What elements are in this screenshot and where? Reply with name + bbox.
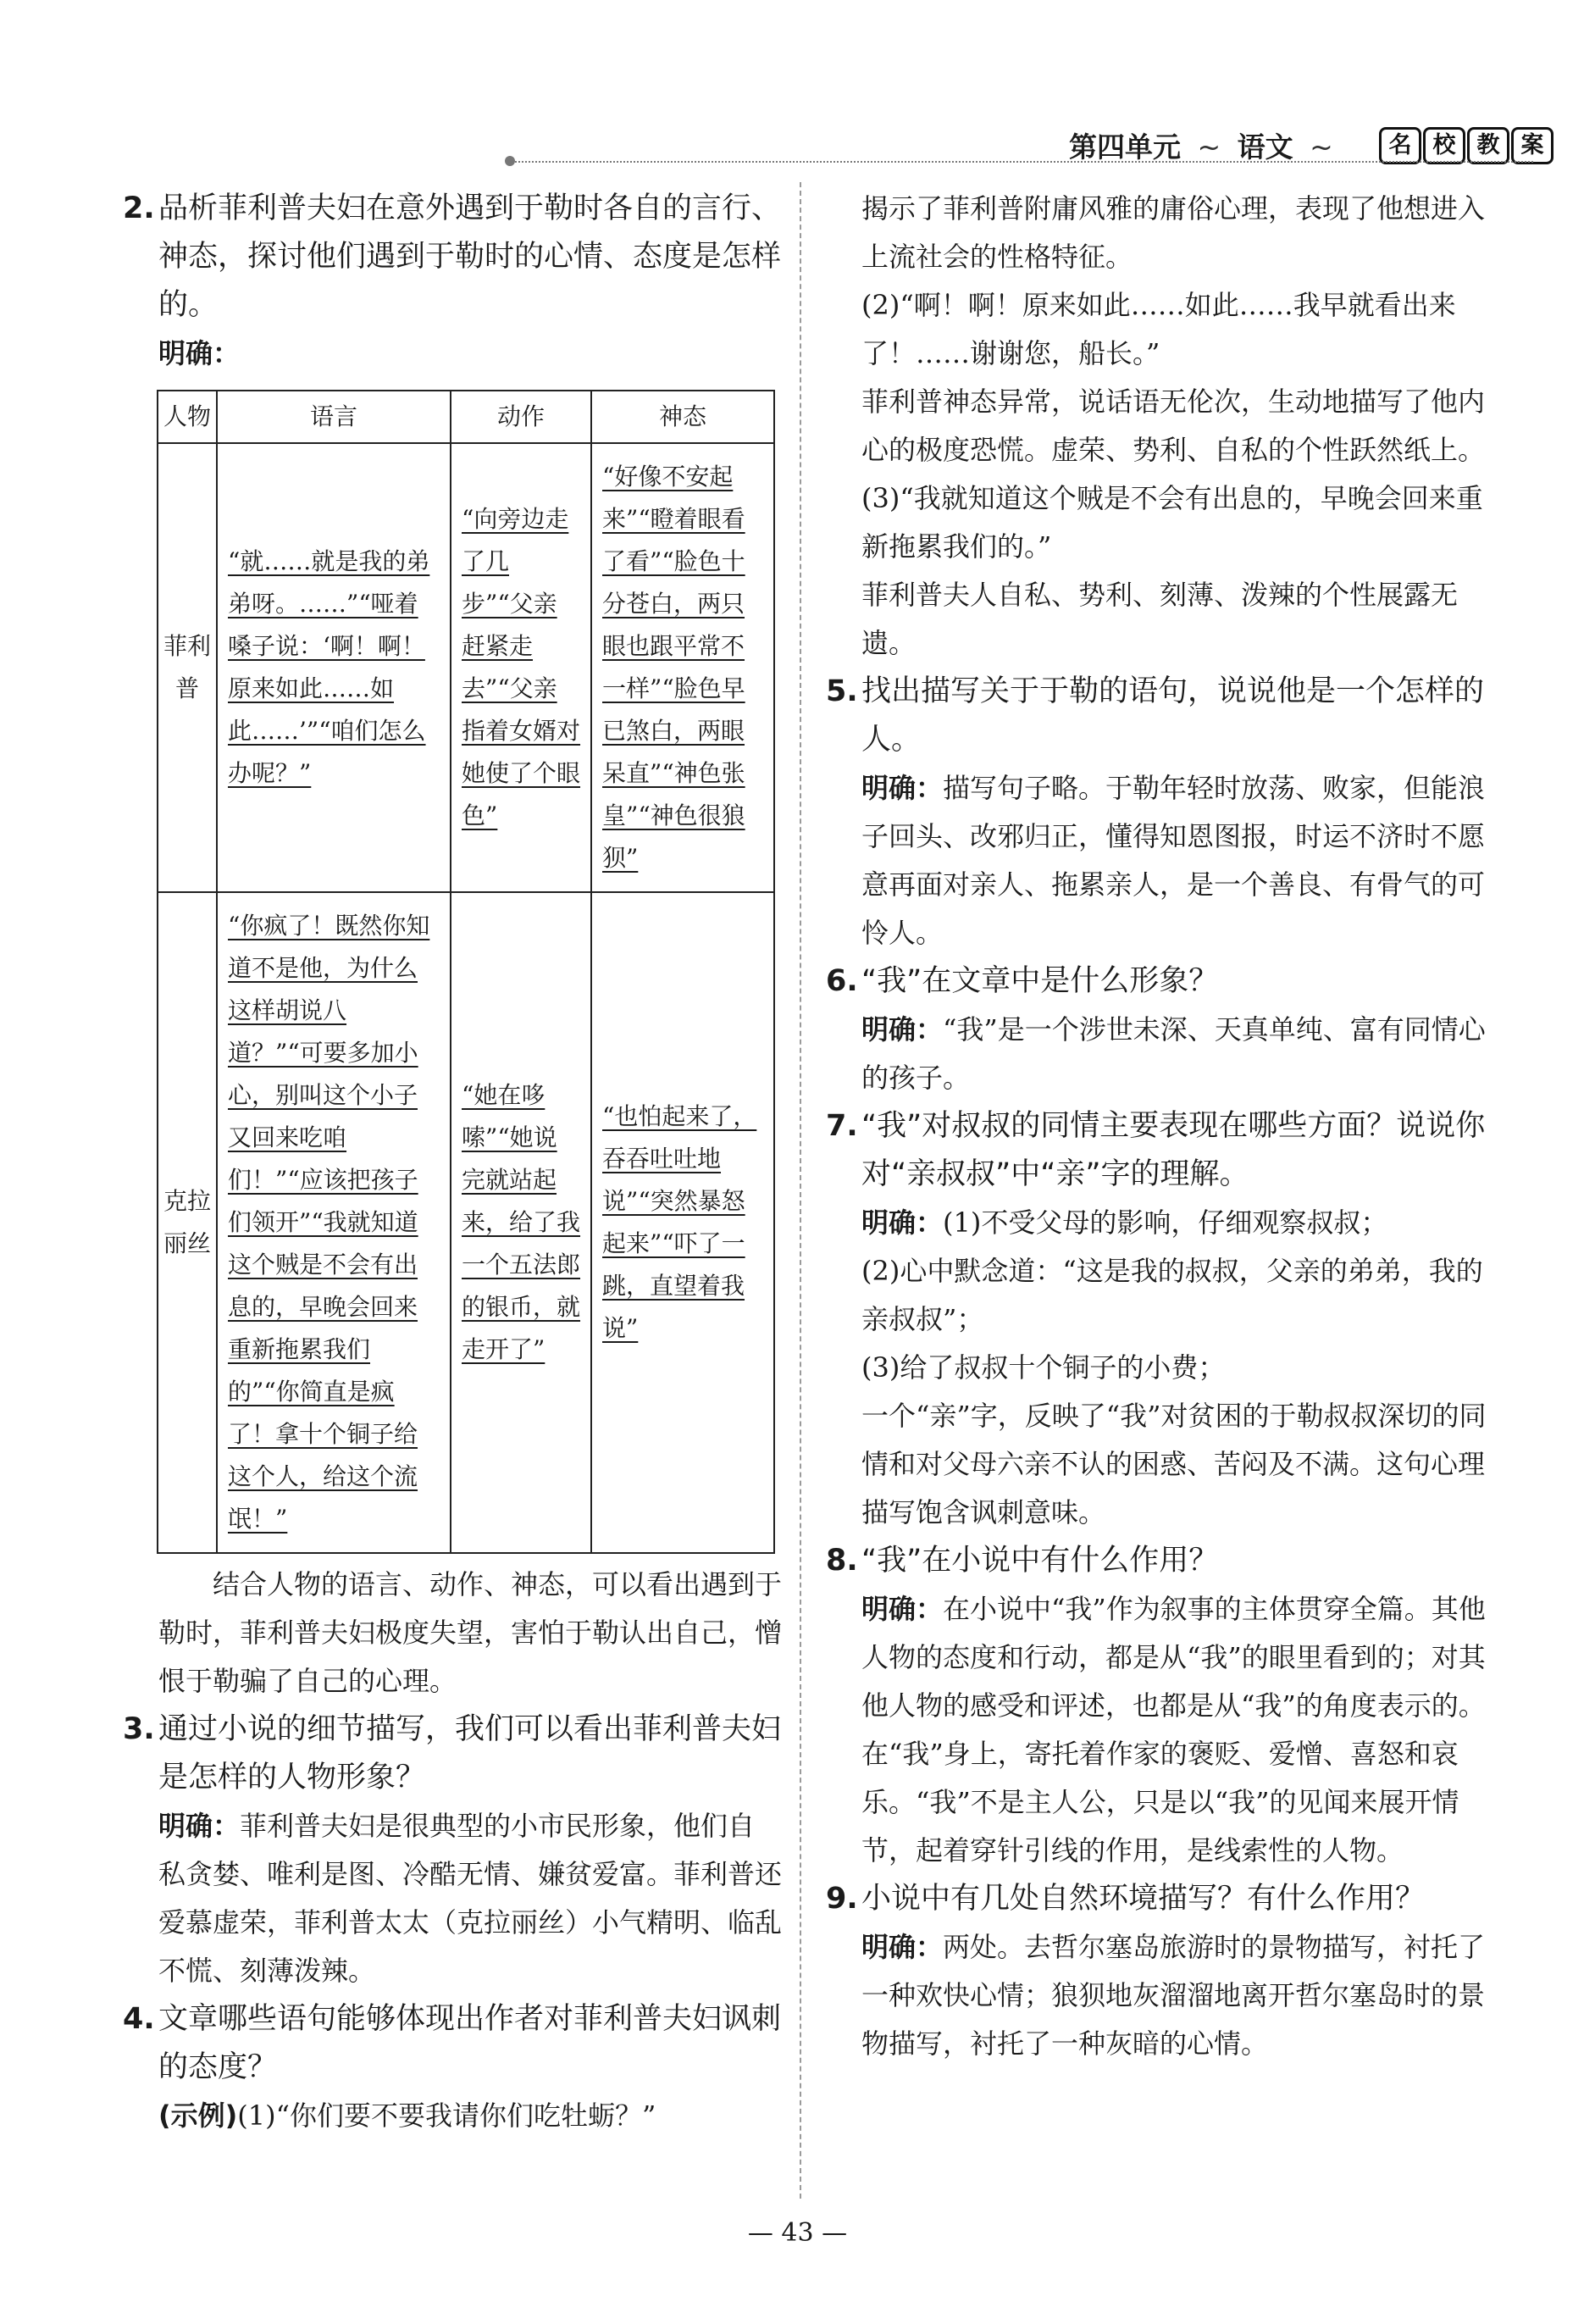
question-3	[123, 1706, 782, 1802]
left-column	[123, 185, 782, 2140]
example-item-3-analysis: 菲利普夫人自私、势利、刻薄、泼辣的个性展露无遗。	[861, 579, 1459, 659]
running-header	[1069, 125, 1340, 165]
table-cell-role: 菲利普	[158, 443, 217, 892]
table-cell-speech: “你疯了！既然你知道不是他，为什么这样胡说八道？”“可要多加小心，别叫这个小子又回来吃咱们！”“应该把孩子们领开”“我就知道这个贼是不会有出息的，早晚会回来重新拖累我们的”“你简直是疯了！拿十个铜子给这个人，给这个流氓！”	[228, 912, 430, 1533]
answer-7-item: 一个“亲”字，反映了“我”对贫困的于勒叔叔深切的同情和对父母六亲不认的困惑、苦闷及不满。这句心理描写饱含讽刺意味。	[861, 1400, 1487, 1528]
question-6	[826, 957, 1504, 1006]
example-item-2: (2)“啊！啊！原来如此……如此……我早就看出来了！……谢谢您，船长。”	[861, 289, 1456, 369]
table-header-cell: 语言	[217, 391, 451, 443]
answer-5: 明确：描写句子略。于勒年轻时放荡、败家，但能浪子回头、改邪归正，懂得知恩图报，时运不济时不愿意再面对亲人、拖累亲人，是一个善良、有骨气的可怜人。	[861, 772, 1486, 949]
table-cell-look: “也怕起来了，吞吞吐吐地说”“突然暴怒起来”“吓了一跳，直望着我说”	[602, 1102, 757, 1342]
question-7	[826, 1102, 1504, 1199]
question-2	[123, 185, 782, 330]
answer-9: 明确：两处。去哲尔塞岛旅游时的景物描写，衬托了一种欢快心情；狼狈地灰溜溜地离开哲尔塞岛时的景物描写，衬托了一种灰暗的心情。	[861, 1931, 1486, 2060]
answer-4: (示例)(1)“你们要不要我请你们吃牡蛎？”	[158, 2099, 656, 2132]
header-rule	[512, 161, 1533, 163]
table-header-cell: 人物	[158, 391, 217, 443]
swirl-ornament-icon: ~	[1310, 130, 1333, 164]
question-4	[123, 1995, 782, 2092]
table-row	[158, 443, 774, 892]
question-number: 7.	[826, 1109, 858, 1143]
table-cell-look: “好像不安起来”“瞪着眼看了看”“脸色十分苍白，两只眼也跟平常不一样”“脸色早已煞白，两眼呆直”“神色张皇”“神色很狼狈”	[602, 463, 745, 872]
table-header-cell: 动作	[451, 391, 591, 443]
answer-8: 明确：在小说中“我”作为叙事的主体贯穿全篇。其他人物的态度和行动，都是从“我”的眼里看到的；对其他人物的感受和评述，也都是从“我”的角度表示的。在“我”身上，寄托着作家的褒贬、爱憎、喜怒和哀乐。“我”不是主人公，只是以“我”的见闻来展开情节，起着穿针引线的作用，是线索性的人物。	[861, 1593, 1486, 1866]
answer-4-continued: 揭示了菲利普附庸风雅的庸俗心理，表现了他想进入上流社会的性格特征。	[861, 192, 1486, 273]
column-divider	[800, 182, 801, 2199]
answer-7-item: (2)心中默念道：“这是我的叔叔，父亲的弟弟，我的亲叔叔”；	[861, 1255, 1483, 1335]
question-text: “我”在小说中有什么作用？	[861, 1544, 1219, 1578]
table-header-row	[158, 391, 774, 443]
brand-char: 名	[1379, 127, 1421, 164]
answer-7: 明确：(1)不受父母的影响，仔细观察叔叔；	[861, 1206, 1388, 1239]
subject-label: 语文	[1237, 130, 1293, 164]
question-text: 品析菲利普夫妇在意外遇到于勒时各自的言行、神态，探讨他们遇到于勒时的心情、态度是怎样的。	[158, 191, 782, 322]
answer-7-item: (3)给了叔叔十个铜子的小费；	[861, 1351, 1226, 1384]
example-item-2-analysis: 菲利普神态异常，说话语无伦次，生动地描写了他内心的极度恐慌。虚荣、势利、自私的个性跃然纸上。	[861, 385, 1486, 466]
question-5	[826, 668, 1504, 764]
question-text: 文章哪些语句能够体现出作者对菲利普夫妇讽刺的态度？	[158, 2002, 782, 2084]
question-number: 2.	[123, 191, 155, 225]
right-column	[826, 185, 1504, 2068]
question-9	[826, 1875, 1504, 1923]
question-text: “我”在文章中是什么形象？	[861, 964, 1219, 998]
unit-label: 第四单元	[1069, 130, 1181, 164]
table-cell-action: “她在哆嗦”“她说完就站起来，给了我一个五法郎的银币，就走开了”	[462, 1081, 581, 1363]
page-number: — 43 —	[747, 2218, 848, 2248]
question-number: 8.	[826, 1544, 858, 1578]
question-text: 小说中有几处自然环境描写？有什么作用？	[861, 1882, 1426, 1916]
swirl-ornament-icon: ~	[1197, 130, 1221, 164]
table-summary: 结合人物的语言、动作、神态，可以看出遇到于勒时，菲利普夫妇极度失望，害怕于勒认出自己，憎恨于勒骗了自己的心理。	[158, 1568, 783, 1697]
answer-6: 明确：“我”是一个涉世未深、天真单纯、富有同情心的孩子。	[861, 1013, 1486, 1094]
brand-char: 教	[1467, 127, 1509, 164]
table-cell-role: 克拉丽丝	[158, 892, 217, 1553]
example-item-3: (3)“我就知道这个贼是不会有出息的，早晚会回来重新拖累我们的。”	[861, 482, 1483, 563]
brand-badge	[1379, 127, 1553, 164]
character-table	[157, 390, 775, 1554]
answer-3: 明确：菲利普夫妇是很典型的小市民形象，他们自私贪婪、唯利是图、冷酷无情、嫌贫爱富。菲利普还爱慕虚荣，菲利普太太（克拉丽丝）小气精明、临乱不慌、刻薄泼辣。	[158, 1810, 783, 1987]
question-8	[826, 1537, 1504, 1585]
question-number: 5.	[826, 674, 858, 708]
question-number: 4.	[123, 2002, 155, 2036]
question-number: 9.	[826, 1882, 858, 1916]
table-header-cell: 神态	[591, 391, 774, 443]
table-row	[158, 892, 774, 1553]
question-text: 通过小说的细节描写，我们可以看出菲利普夫妇是怎样的人物形象？	[158, 1712, 782, 1794]
question-text: 找出描写关于于勒的语句，说说他是一个怎样的人。	[861, 674, 1485, 757]
table-cell-speech: “就……就是我的弟弟呀。……”“哑着嗓子说：‘啊！啊！原来如此……如此……’”“咱们怎么办呢？”	[228, 547, 430, 787]
table-cell-action: “向旁边走了几步”“父亲赶紧走去”“父亲指着女婿对她使了个眼色”	[462, 505, 581, 829]
brand-char: 案	[1511, 127, 1553, 164]
brand-char: 校	[1423, 127, 1465, 164]
question-number: 6.	[826, 964, 858, 998]
answer-label: 明确：	[158, 337, 241, 369]
question-text: “我”对叔叔的同情主要表现在哪些方面？说说你对“亲叔叔”中“亲”字的理解。	[861, 1109, 1486, 1191]
question-number: 3.	[123, 1712, 155, 1746]
